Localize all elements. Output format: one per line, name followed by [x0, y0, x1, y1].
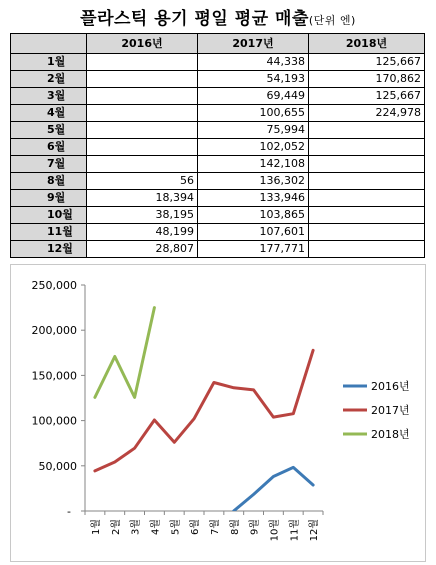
table-row [11, 156, 425, 173]
month-cell: 5월 [11, 122, 87, 139]
cell-2017: 136,302 [198, 173, 309, 190]
cell-2017: 102,052 [198, 139, 309, 156]
table-row [11, 54, 425, 71]
table-body [11, 54, 425, 258]
title-unit: (단위 엔) [308, 14, 356, 27]
table-row [11, 139, 425, 156]
month-cell: 12월 [11, 241, 87, 258]
cell-2016 [87, 122, 198, 139]
y-tick-label: - [67, 505, 71, 518]
cell-2016 [87, 156, 198, 173]
cell-2017: 107,601 [198, 224, 309, 241]
x-tick-label: 4월 [150, 519, 162, 536]
x-tick-label: 2월 [110, 519, 122, 536]
cell-2016 [87, 88, 198, 105]
table-row [11, 105, 425, 122]
cell-2018 [309, 190, 425, 207]
cell-2017: 142,108 [198, 156, 309, 173]
cell-2018 [309, 139, 425, 156]
x-tick-label: 10월 [269, 519, 281, 542]
table-row [11, 241, 425, 258]
month-cell: 10월 [11, 207, 87, 224]
cell-2018: 170,862 [309, 71, 425, 88]
x-tick-label: 11월 [289, 519, 301, 542]
legend-label: 2017년 [371, 404, 410, 417]
cell-2017: 44,338 [198, 54, 309, 71]
series-line [234, 467, 313, 511]
month-cell: 3월 [11, 88, 87, 105]
cell-2017: 133,946 [198, 190, 309, 207]
cell-2017: 100,655 [198, 105, 309, 122]
table-title [0, 4, 436, 29]
cell-2016: 48,199 [87, 224, 198, 241]
cell-2016 [87, 105, 198, 122]
cell-2018: 125,667 [309, 54, 425, 71]
cell-2018 [309, 241, 425, 258]
y-tick-label: 100,000 [31, 414, 77, 428]
cell-2018 [309, 207, 425, 224]
header-cell-2017: 2017년 [198, 34, 309, 54]
y-tick-label: 200,000 [31, 324, 77, 338]
series-line [95, 308, 154, 398]
cell-2017: 69,449 [198, 88, 309, 105]
table-row [11, 224, 425, 241]
x-tick-label: 5월 [170, 519, 182, 536]
cell-2018 [309, 122, 425, 139]
cell-2017: 177,771 [198, 241, 309, 258]
x-tick-label: 7월 [209, 519, 221, 536]
cell-2018 [309, 156, 425, 173]
sales-table [10, 33, 425, 258]
series-line [95, 350, 313, 471]
table-row [11, 122, 425, 139]
cell-2017: 54,193 [198, 71, 309, 88]
cell-2016: 38,195 [87, 207, 198, 224]
table-row [11, 173, 425, 190]
x-tick-label: 3월 [130, 519, 142, 536]
month-cell: 7월 [11, 156, 87, 173]
cell-2016 [87, 54, 198, 71]
header-cell-2016: 2016년 [87, 34, 198, 54]
y-tick-label: 250,000 [31, 279, 77, 292]
title-text: 플라스틱 용기 평일 평균 매출 [80, 9, 309, 29]
cell-2018 [309, 173, 425, 190]
cell-2017: 103,865 [198, 207, 309, 224]
month-cell: 2월 [11, 71, 87, 88]
table-row [11, 88, 425, 105]
legend-label: 2016년 [371, 380, 410, 393]
header-cell-month [11, 34, 87, 54]
cell-2017: 75,994 [198, 122, 309, 139]
x-tick-label: 1월 [90, 519, 102, 536]
month-cell: 9월 [11, 190, 87, 207]
cell-2016 [87, 139, 198, 156]
table-row [11, 190, 425, 207]
chart-area [10, 264, 426, 562]
month-cell: 11월 [11, 224, 87, 241]
table-row [11, 71, 425, 88]
x-tick-label: 12월 [309, 519, 321, 542]
cell-2018 [309, 224, 425, 241]
x-tick-label: 9월 [249, 519, 261, 536]
month-cell: 1월 [11, 54, 87, 71]
month-cell: 6월 [11, 139, 87, 156]
cell-2018: 224,978 [309, 105, 425, 122]
y-tick-label: 50,000 [38, 459, 77, 473]
cell-2016: 18,394 [87, 190, 198, 207]
cell-2018: 125,667 [309, 88, 425, 105]
cell-2016 [87, 71, 198, 88]
x-tick-label: 6월 [190, 519, 202, 536]
table-row [11, 207, 425, 224]
y-tick-label: 150,000 [31, 369, 77, 383]
cell-2016: 56 [87, 173, 198, 190]
month-cell: 4월 [11, 105, 87, 122]
cell-2016: 28,807 [87, 241, 198, 258]
legend-label: 2018년 [371, 428, 410, 441]
line-chart [11, 265, 425, 561]
header-cell-2018: 2018년 [309, 34, 425, 54]
month-cell: 8월 [11, 173, 87, 190]
header-row [11, 34, 425, 54]
x-tick-label: 8월 [229, 519, 241, 536]
